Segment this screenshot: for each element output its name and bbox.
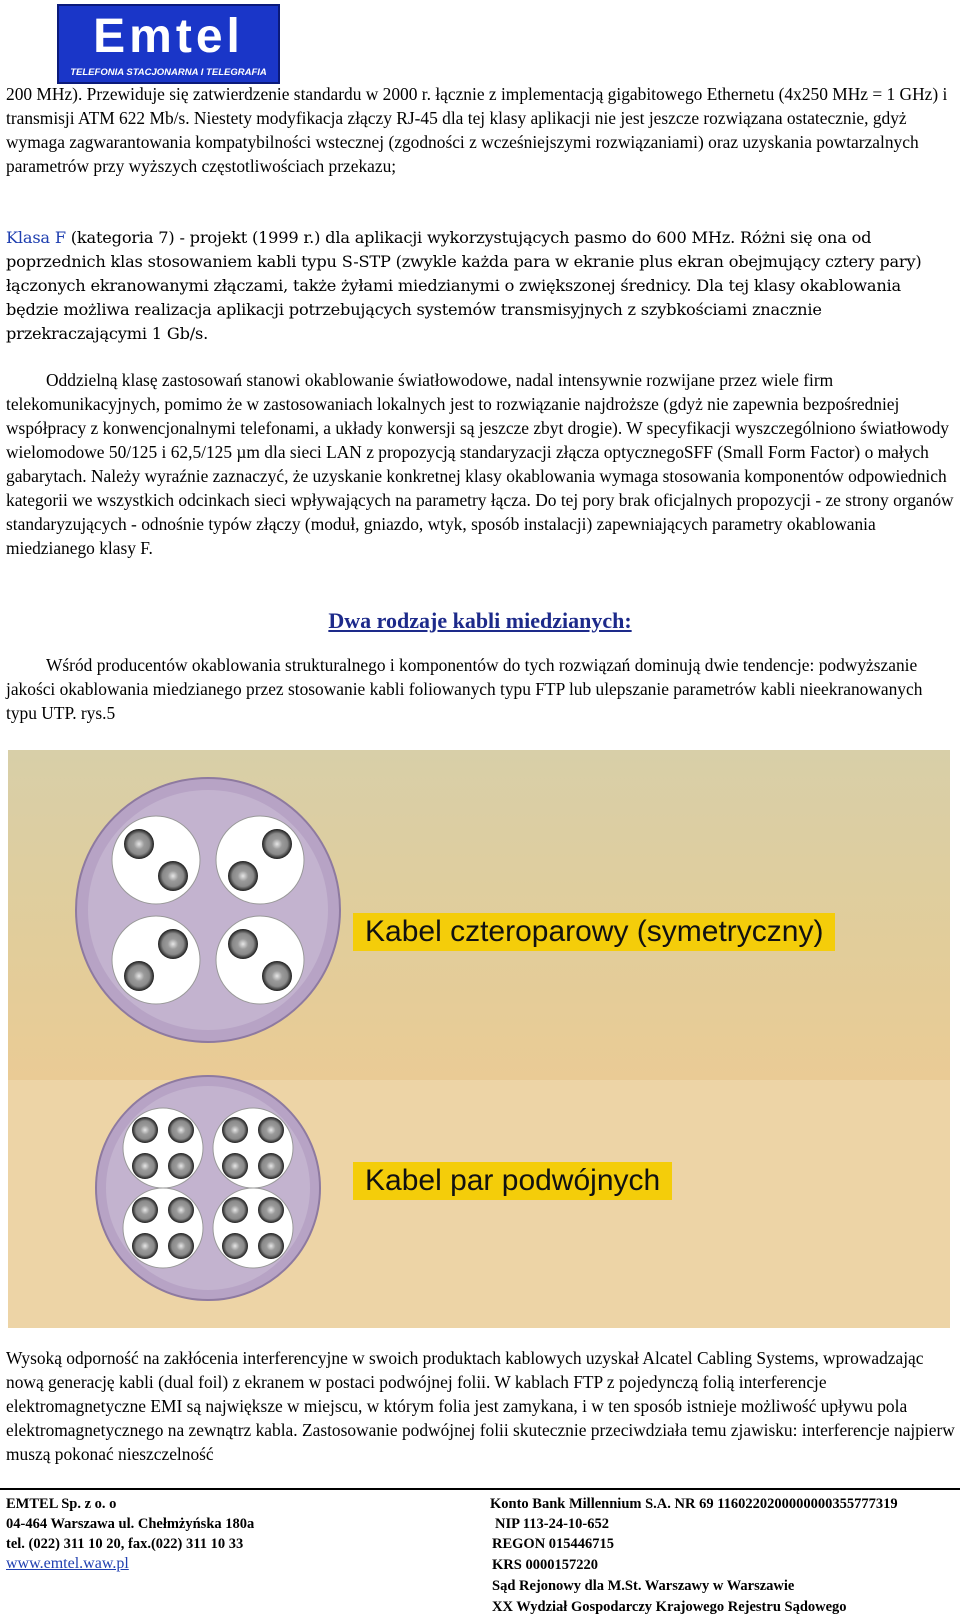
paragraph-alcatel: Wysoką odporność na zakłócenia interferencyjne w swoich produktach kablowych uzyskał Alcatel Cabling Systems, wprowadzając nową generację kabli (dual foil) z ekranem w postaci podwójnej folii. W kablach FTP z pojedynczą folią interferencje elektromagnetyczne EMI są największe w miejscu, w którym folia jest zamykana, i w ten sposób istnieje możliwość upływu pola elektromagnetycznego na zewnątrz kabla. Zastosowanie podwójnej folii skutecznie przeciwdziała temu zjawisku: interferencje najpierw muszą pokonać nieszczelność <box>6 1348 955 1464</box>
footer-divider <box>0 1488 960 1490</box>
paragraph-class-f <box>6 226 956 346</box>
label-four-pair-cable: Kabel czteroparowy (symetryczny) <box>353 913 835 951</box>
dual-pair-cable-icon <box>96 1076 320 1300</box>
footer-division: XX Wydział Gospodarczy Krajowego Rejestru Sądowego <box>492 1599 847 1615</box>
footer-regon: REGON 015446715 <box>492 1536 615 1552</box>
company-logo <box>57 4 280 84</box>
cable-diagram <box>8 750 950 1328</box>
label-dual-pair-cable: Kabel par podwójnych <box>353 1162 672 1200</box>
logo-wordmark: Emtel <box>93 10 244 63</box>
class-f-text: (kategoria 7) - projekt (1999 r.) dla aplikacji wykorzystujących pasmo do 600 MHz. Różni się ona od poprzednich klas stosowaniem kabli typu S-STP (zwykle każda para w ekranie plus ekran obejmujący cztery pary) łączonych ekranowanymi złączami, także żyłami miedzianymi o zwiększonej średnicy. Dla tej klasy okablowania będzie możliwa realizacja aplikacji potrzebujących systemów transmisyjnych z szybkościami znacznie przekraczającymi 1 Gb/s. <box>6 228 922 343</box>
paragraph-intro: 200 MHz). Przewiduje się zatwierdzenie standardu w 2000 r. łącznie z implementacją gigabitowego Ethernetu (4x250 MHz = 1 GHz) i transmisji ATM 622 Mb/s. Niestety modyfikacja złączy RJ-45 dla tej klasy aplikacji nie jest jeszcze rozwiązana ostatecznie, gdyż wymaga zagwarantowania kompatybilności wstecznej (zgodności z wcześniejszymi rozwiązaniami) oraz uzyskania powtarzalnych parametrów przy wyższych częstotliwościach przekazu; <box>6 84 948 176</box>
footer-website-line <box>6 1554 129 1574</box>
footer-court: Sąd Rejonowy dla M.St. Warszawy w Warszawie <box>492 1578 795 1594</box>
paragraph-fiber: Oddzielną klasę zastosowań stanowi okablowanie światłowodowe, nadal intensywnie rozwijane przez wiele firm telekomunikacyjnych, pomimo że w zastosowaniach lokalnych jest to rozwiązanie najdroższe (gdyż nie zapewnia bezpośredniej współpracy z konwencjonalnymi telefonami, a układy konwersji są jeszcze zbyt drogie). W specyfikacji wyszczególniono światłowody wielomodowe 50/125 i 62,5/125 µm dla sieci LAN z propozycją standaryzacji złącza optycznegoSFF (Small Form Factor) o małych gabarytach. Należy wyraźnie zaznaczyć, że uzyskanie konkretnej klasy okablowania wymaga stosowania komponentów odpowiednich kategorii we wszystkich odcinkach sieci wpływających na parametry łącza. Do tej pory brak oficjalnych propozycji - ze strony organów standaryzujących - odnośnie typów złączy (moduł, gniazdo, wtyk, sposób instalacji) zapewniających parametry okablowania miedzianego klasy F. <box>6 370 954 558</box>
footer-phone: tel. (022) 311 10 20, fax.(022) 311 10 33 <box>6 1536 244 1552</box>
logo-tagline: TELEFONIA STACJONARNA I TELEGRAFIA <box>70 67 267 78</box>
footer-address: 04-464 Warszawa ul. Chełmżyńska 180a <box>6 1516 255 1532</box>
footer-bank: Konto Bank Millennium S.A. NR 69 1160220200000000355777319 <box>490 1496 898 1512</box>
footer-company: EMTEL Sp. z o. o <box>6 1496 117 1512</box>
section-heading: Dwa rodzaje kabli miedzianych: <box>328 608 632 633</box>
cable-cross-section-figure <box>8 750 950 1328</box>
class-f-label: Klasa F <box>6 228 66 247</box>
paragraph-copper-trends: Wśród producentów okablowania strukturalnego i komponentów do tych rozwiązań dominują dwie tendencje: podwyższanie jakości okablowania miedzianego przez stosowanie kabli foliowanych typu FTP lub ulepszanie parametrów kabli nieekranowanych typu UTP. rys.5 <box>6 655 923 723</box>
four-pair-cable-icon <box>76 778 340 1042</box>
footer-website-link[interactable]: www.emtel.waw.pl <box>6 1555 129 1572</box>
footer-nip: NIP 113-24-10-652 <box>495 1516 609 1532</box>
footer-krs: KRS 0000157220 <box>492 1557 598 1573</box>
